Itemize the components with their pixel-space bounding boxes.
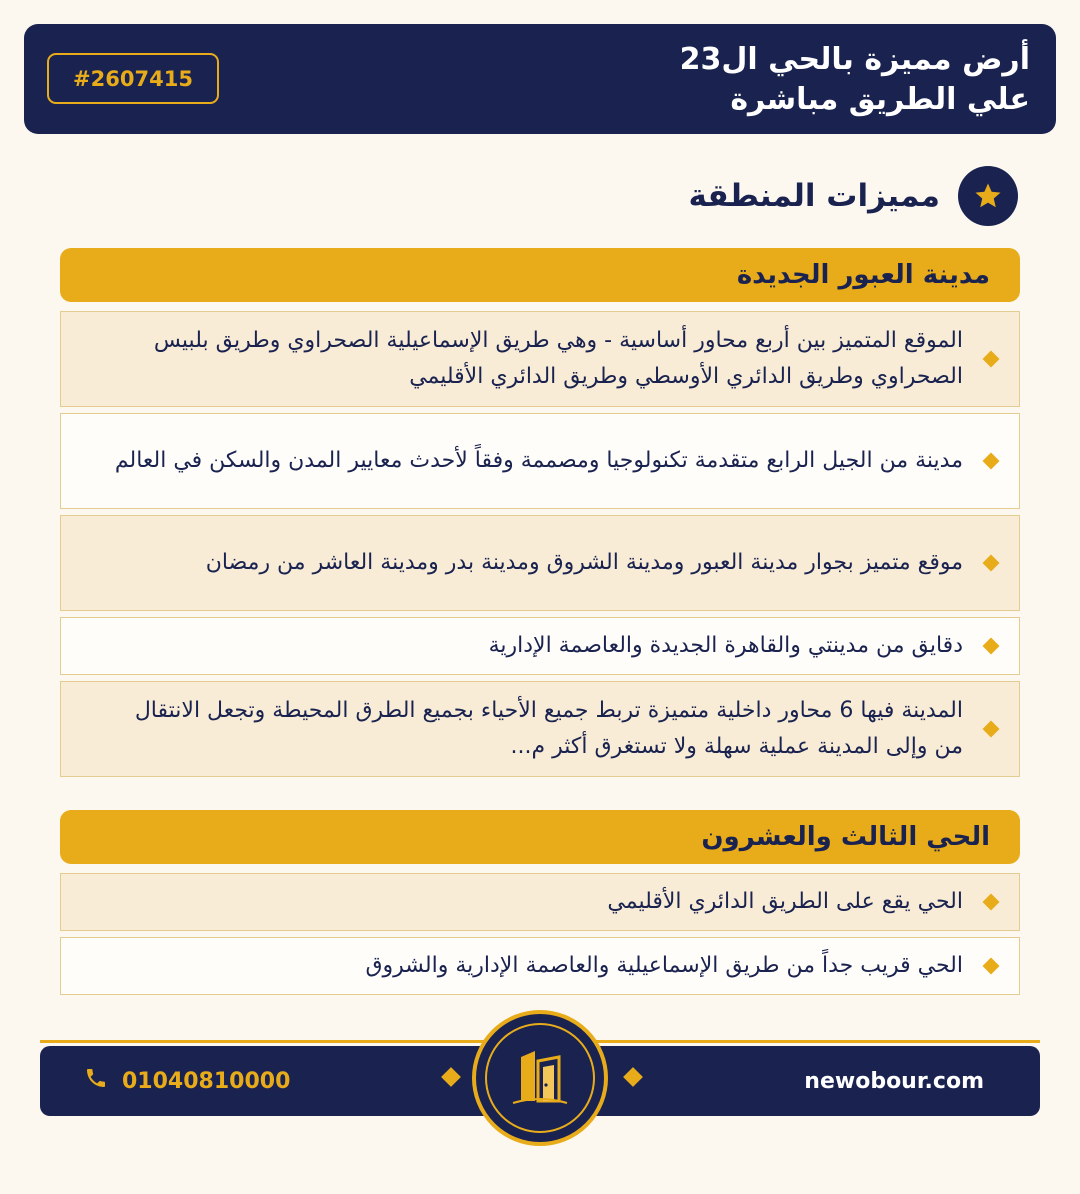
phone-icon <box>84 1066 108 1096</box>
list-item <box>60 413 1020 509</box>
diamond-bullet-icon <box>983 351 1000 368</box>
diamond-bullet-icon <box>983 638 1000 655</box>
listing-title-line2: علي الطريق مباشرة <box>730 82 1030 117</box>
list-item-text: الحي قريب جداً من طريق الإسماعيلية والعاصمة الإدارية والشروق <box>365 953 963 978</box>
list-item-text: المدينة فيها 6 محاور داخلية متميزة تربط جميع الأحياء بجميع الطرق المحيطة وتجعل الانتقال من وإلى المدينة عملية سهلة ولا تستغرق أكثر م... <box>134 698 963 759</box>
list-item-text: الحي يقع على الطريق الدائري الأقليمي <box>607 889 963 914</box>
list-item <box>60 617 1020 675</box>
list-item-text: موقع متميز بجوار مدينة العبور ومدينة الشروق ومدينة بدر ومدينة العاشر من رمضان <box>205 550 963 575</box>
group-title-district-23: الحي الثالث والعشرون <box>60 810 1020 864</box>
diamond-bullet-icon <box>983 958 1000 975</box>
diamond-bullet-icon <box>983 555 1000 572</box>
diamond-decoration-icon <box>623 1067 643 1087</box>
diamond-bullet-icon <box>983 894 1000 911</box>
list-item-text: مدينة من الجيل الرابع متقدمة تكنولوجيا ومصممة وفقاً لأحدث معايير المدن والسكن في العالم <box>114 448 963 473</box>
list-item <box>60 515 1020 611</box>
brand-logo <box>472 1010 608 1146</box>
section-title: مميزات المنطقة <box>688 178 940 214</box>
star-icon <box>958 166 1018 226</box>
diamond-bullet-icon <box>983 453 1000 470</box>
listing-title-line1: أرض مميزة بالحي ال23 <box>679 42 1030 77</box>
diamond-decoration-icon <box>441 1067 461 1087</box>
building-door-logo-icon <box>485 1023 595 1133</box>
list-item <box>60 873 1020 931</box>
header-banner <box>24 24 1056 134</box>
list-item-text: دقايق من مدينتي والقاهرة الجديدة والعاصمة الإدارية <box>488 633 963 658</box>
phone-contact[interactable] <box>84 1046 290 1116</box>
reference-number-badge: #2607415 <box>47 53 219 104</box>
list-item <box>60 311 1020 407</box>
section-heading <box>689 166 1019 226</box>
listing-title <box>390 40 1030 120</box>
phone-number: 01040810000 <box>122 1068 291 1094</box>
website-link[interactable]: newobour.com <box>804 1068 984 1094</box>
list-item-text: الموقع المتميز بين أربع محاور أساسية - وهي طريق الإسماعيلية الصحراوي وطريق بلبيس الصحراوي وطريق الدائري الأوسطي وطريق الدائري الأقليمي <box>153 328 963 389</box>
list-item <box>60 681 1020 777</box>
group-title-new-obour: مدينة العبور الجديدة <box>60 248 1020 302</box>
list-item <box>60 937 1020 995</box>
diamond-bullet-icon <box>983 721 1000 738</box>
